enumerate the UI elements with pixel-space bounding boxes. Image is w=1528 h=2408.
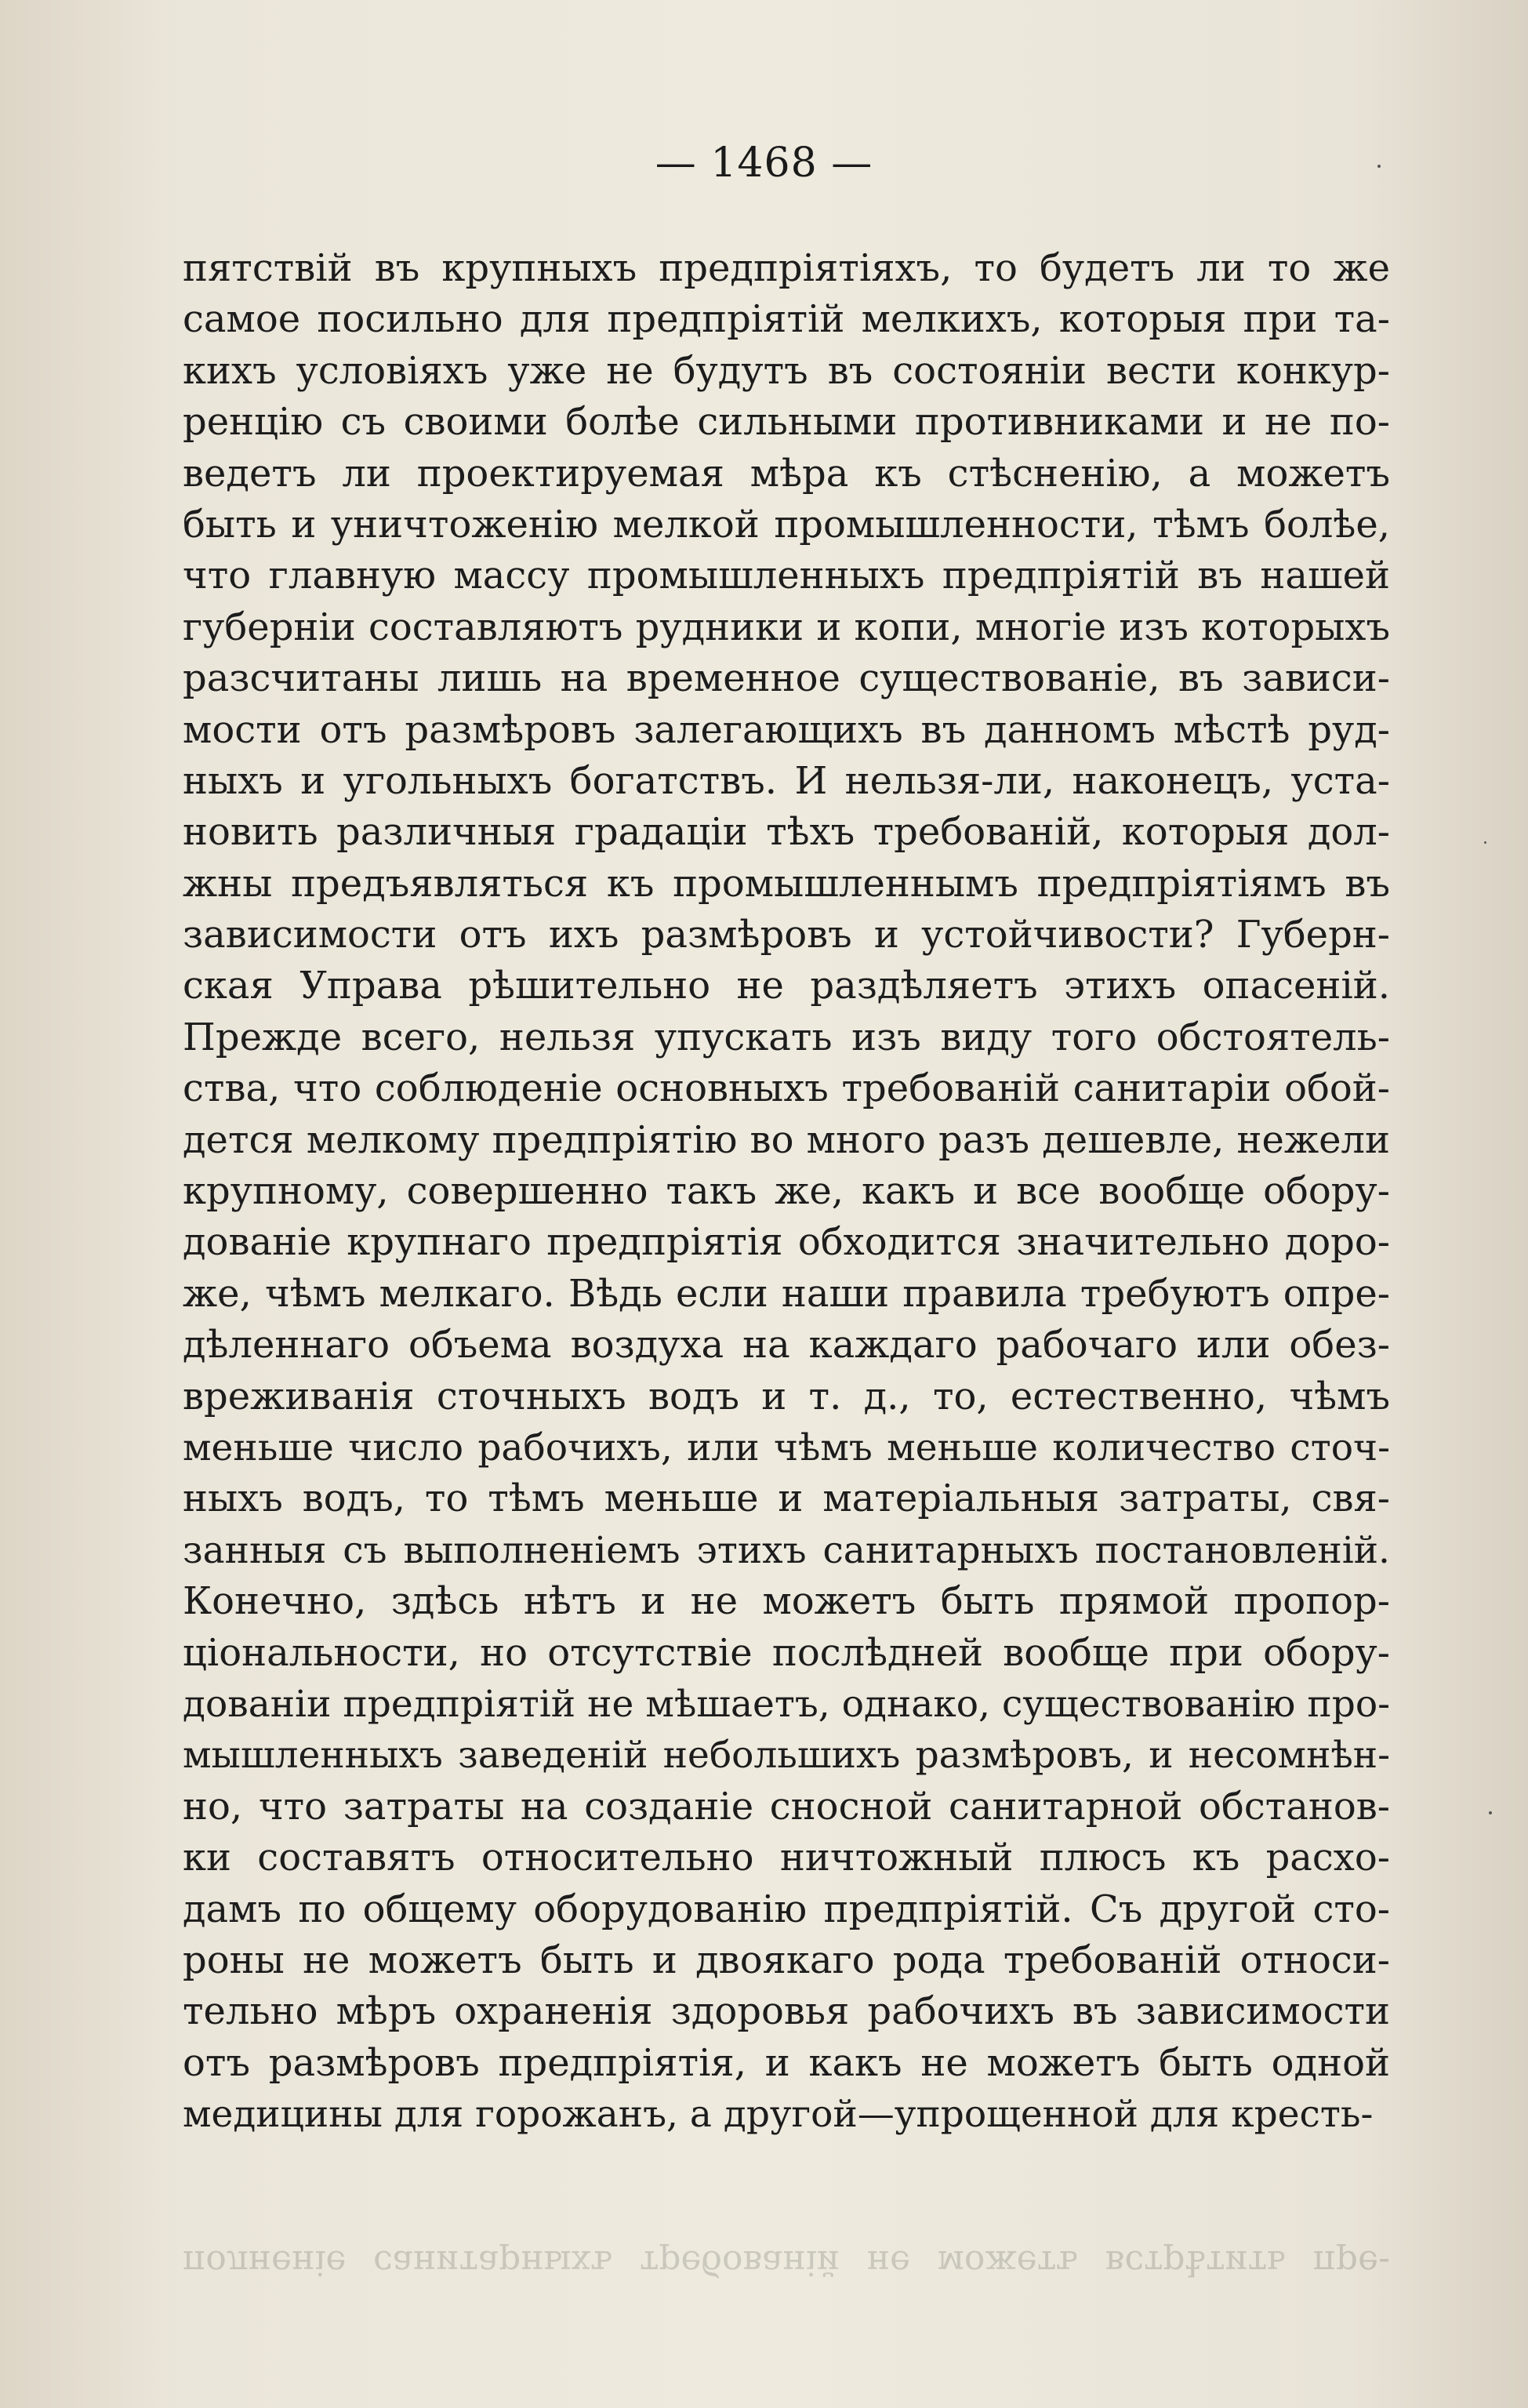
text-line: разсчитаны лишь на временное существованіе, въ зависи- — [183, 656, 1390, 701]
text-line: занныя съ выполненіемъ этихъ санитарныхъ постановленій. — [183, 1528, 1390, 1572]
page-number: — 1468 — — [655, 140, 873, 187]
text-line: крупному, совершенно такъ же, какъ и все вообще обору- — [183, 1169, 1390, 1214]
text-line: дованіе крупнаго предпріятія обходится значительно доро- — [183, 1220, 1390, 1265]
text-line: Конечно, здѣсь нѣтъ и не можетъ быть прямой пропор- — [183, 1579, 1390, 1624]
text-line: жны предъявляться къ промышленнымъ предпріятіямъ въ — [183, 861, 1390, 906]
text-line: новить различныя градаціи тѣхъ требованій, которыя дол- — [183, 810, 1390, 855]
text-line: ства, что соблюденіе основныхъ требованій санитаріи обой- — [183, 1066, 1390, 1111]
text-line: ныхъ и угольныхъ богатствъ. И нельзя-ли, наконецъ, уста- — [183, 758, 1390, 803]
text-line: мышленныхъ заведеній небольшихъ размѣровъ, и несомнѣн- — [183, 1734, 1390, 1778]
text-line: ская Управа рѣшительно не раздѣляетъ этихъ опасеній. — [183, 964, 1390, 1008]
text-line: кихъ условіяхъ уже не будутъ въ состояніи вести конкур- — [183, 348, 1390, 393]
text-line: отъ размѣровъ предпріятія, и какъ не можетъ быть одной — [183, 2040, 1390, 2085]
text-line: пятствій въ крупныхъ предпріятіяхъ, то будетъ ли то же — [183, 246, 1390, 290]
text-line: быть и уничтоженію мелкой промышленности, тѣмъ болѣе, — [183, 502, 1390, 547]
bleed-through-text: полненіе санитарныхъ требованій не можетъ встрѣтить пре- — [183, 2243, 1390, 2283]
text-line: губерніи составляютъ рудники и копи, многіе изъ которыхъ — [183, 605, 1390, 649]
text-line: ціональности, но отсутствіе послѣдней вообще при обору- — [183, 1630, 1390, 1675]
body-text — [183, 243, 1390, 2140]
text-line: дованіи предпріятій не мѣшаетъ, однако, существованію про- — [183, 1682, 1390, 1726]
text-line: что главную массу промышленныхъ предпріятій въ нашей — [183, 554, 1390, 598]
text-line: но, что затраты на созданіе сносной санитарной обстанов- — [183, 1784, 1390, 1829]
text-line: медицины для горожанъ, а другой—упрощенной для кресть- — [183, 2093, 1374, 2137]
text-line: роны не можетъ быть и двоякаго рода требованій относи- — [183, 1938, 1390, 1982]
text-line: меньше число рабочихъ, или чѣмъ меньше количество сточ- — [183, 1426, 1390, 1469]
text-line: ведетъ ли проектируемая мѣра къ стѣсненію, а можетъ — [183, 451, 1390, 496]
paper-speck — [1489, 1811, 1492, 1814]
text-line: дамъ по общему оборудованію предпріятій. Съ другой сто- — [183, 1887, 1390, 1931]
text-line: Прежде всего, нельзя упускать изъ виду того обстоятель- — [183, 1015, 1390, 1059]
text-line: ныхъ водъ, то тѣмъ меньше и матеріальныя затраты, свя- — [183, 1476, 1390, 1521]
text-line: ренцію съ своими болѣе сильными противниками и не по- — [183, 400, 1390, 445]
text-line: дется мелкому предпріятію во много разъ дешевле, нежели — [183, 1117, 1390, 1162]
text-line: ки составятъ относительно ничтожный плюсъ къ расхо- — [183, 1836, 1390, 1880]
text-line: зависимости отъ ихъ размѣровъ и устойчивости? Губерн- — [183, 913, 1390, 957]
text-line: вреживанія сточныхъ водъ и т. д., то, естественно, чѣмъ — [183, 1374, 1390, 1418]
text-line: тельно мѣръ охраненія здоровья рабочихъ въ зависимости — [183, 1989, 1390, 2034]
text-line: самое посильно для предпріятій мелкихъ, которыя при та- — [183, 297, 1390, 342]
paper-speck — [1484, 841, 1486, 844]
text-line: дѣленнаго объема воздуха на каждаго рабочаго или обез- — [183, 1323, 1390, 1367]
paper-speck — [1377, 165, 1381, 168]
text-line: мости отъ размѣровъ залегающихъ въ данномъ мѣстѣ руд- — [183, 707, 1390, 752]
text-line: же, чѣмъ мелкаго. Вѣдь если наши правила требуютъ опре- — [183, 1271, 1390, 1316]
